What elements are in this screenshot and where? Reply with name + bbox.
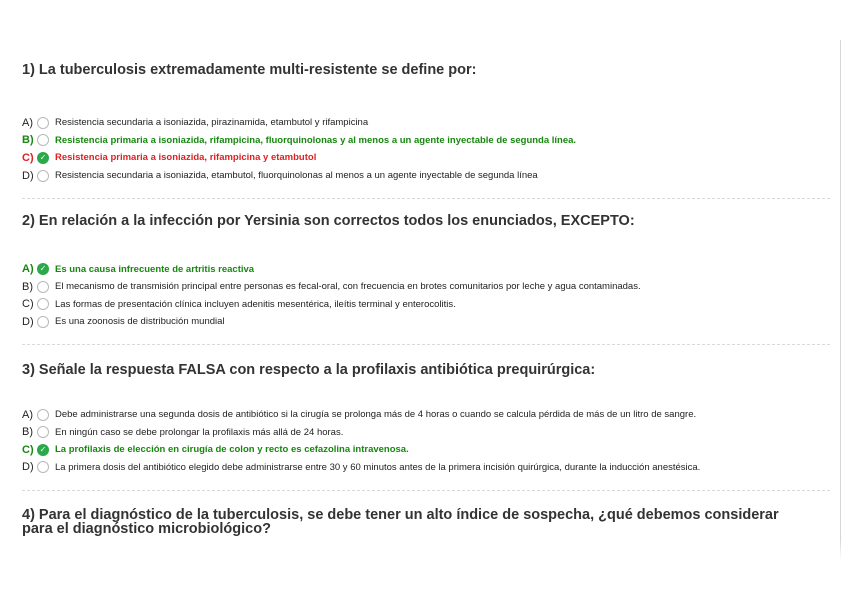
option-text: El mecanismo de transmisión principal entre personas es fecal-oral, con frecuencia en brotes comunitarios por leche y agua contaminadas.	[55, 281, 641, 293]
option-a[interactable]	[22, 260, 830, 278]
question-divider	[22, 344, 830, 345]
question-title: 2) En relación a la infección por Yersinia son correctos todos los enunciados, EXCEPTO:	[22, 213, 635, 230]
radio-empty-icon[interactable]	[37, 409, 49, 421]
option-letter: A)	[22, 408, 33, 421]
option-b[interactable]	[22, 423, 830, 441]
option-a[interactable]	[22, 406, 830, 424]
option-text: La profilaxis de elección en cirugía de colon y recto es cefazolina intravenosa.	[55, 444, 409, 456]
option-letter: C)	[22, 151, 34, 164]
scrollbar-track	[840, 40, 841, 560]
radio-empty-icon[interactable]	[37, 170, 49, 182]
question-title: 1) La tuberculosis extremadamente multi-resistente se define por:	[22, 62, 477, 78]
option-text: Es una zoonosis de distribución mundial	[55, 316, 225, 328]
option-letter: D)	[22, 315, 34, 328]
option-letter: C)	[22, 443, 34, 456]
option-d[interactable]	[22, 167, 830, 185]
option-c[interactable]	[22, 441, 830, 459]
quiz-container	[22, 62, 830, 536]
bottom-fade	[0, 540, 848, 599]
radio-empty-icon[interactable]	[37, 281, 49, 293]
question-divider	[22, 490, 830, 491]
question-4	[22, 508, 830, 536]
question-3	[22, 362, 830, 476]
options-list	[22, 114, 830, 184]
radio-empty-icon[interactable]	[37, 426, 49, 438]
option-letter: C)	[22, 298, 34, 311]
option-text: Es una causa infrecuente de artritis reactiva	[55, 263, 255, 275]
option-d[interactable]	[22, 459, 830, 477]
radio-empty-icon[interactable]	[37, 117, 49, 129]
option-letter: A)	[22, 263, 34, 276]
question-2	[22, 213, 830, 330]
option-letter: D)	[22, 169, 34, 182]
option-c[interactable]	[22, 149, 830, 167]
option-text: Resistencia primaria a isoniazida, rifampicina, fluorquinolonas y al menos a un agente inyectable de segunda línea.	[55, 134, 577, 146]
question-1	[22, 62, 830, 184]
radio-empty-icon[interactable]	[37, 316, 49, 328]
option-text: Resistencia secundaria a isoniazida, pirazinamida, etambutol y rifampicina	[55, 117, 369, 129]
option-letter: B)	[22, 134, 34, 147]
question-divider	[22, 198, 830, 199]
radio-empty-icon[interactable]	[37, 461, 49, 473]
check-circle-icon[interactable]: ✓	[37, 152, 49, 164]
question-title: 3) Señale la respuesta FALSA con respecto a la profilaxis antibiótica prequirúrgica:	[22, 361, 596, 378]
option-text: Debe administrarse una segunda dosis de antibiótico si la cirugía se prolonga más de 4 horas o cuando se calcula pérdida de más de un litro de sangre.	[55, 409, 697, 421]
option-letter: D)	[22, 461, 34, 474]
option-b[interactable]	[22, 278, 830, 296]
check-circle-icon[interactable]: ✓	[37, 263, 49, 275]
question-title: 4) Para el diagnóstico de la tuberculosis, se debe tener un alto índice de sospecha, ¿qué debemos considerar para el diagnóstico microbiológico?	[22, 507, 779, 538]
option-letter: A)	[22, 116, 33, 129]
option-a[interactable]	[22, 114, 830, 132]
option-b[interactable]	[22, 132, 830, 150]
option-d[interactable]	[22, 313, 830, 331]
option-letter: B)	[22, 280, 33, 293]
check-circle-icon[interactable]: ✓	[37, 444, 49, 456]
radio-empty-icon[interactable]	[37, 298, 49, 310]
option-letter: B)	[22, 426, 33, 439]
option-text: La primera dosis del antibiótico elegido debe administrarse entre 30 y 60 minutos antes de la primera incisión quirúrgica, durante la inducción anestésica.	[55, 461, 701, 473]
options-list	[22, 260, 830, 330]
option-text: En ningún caso se debe prolongar la profilaxis más allá de 24 horas.	[55, 426, 344, 438]
option-text: Las formas de presentación clínica incluyen adenitis mesentérica, ileítis terminal y enterocolitis.	[55, 298, 456, 310]
option-text: Resistencia secundaria a isoniazida, etambutol, fluorquinolonas al menos a un agente inyectable de segunda línea	[55, 170, 538, 182]
option-text: Resistencia primaria a isoniazida, rifampicina y etambutol	[55, 152, 317, 164]
options-list	[22, 406, 830, 476]
radio-empty-icon[interactable]	[37, 134, 49, 146]
option-c[interactable]	[22, 296, 830, 314]
